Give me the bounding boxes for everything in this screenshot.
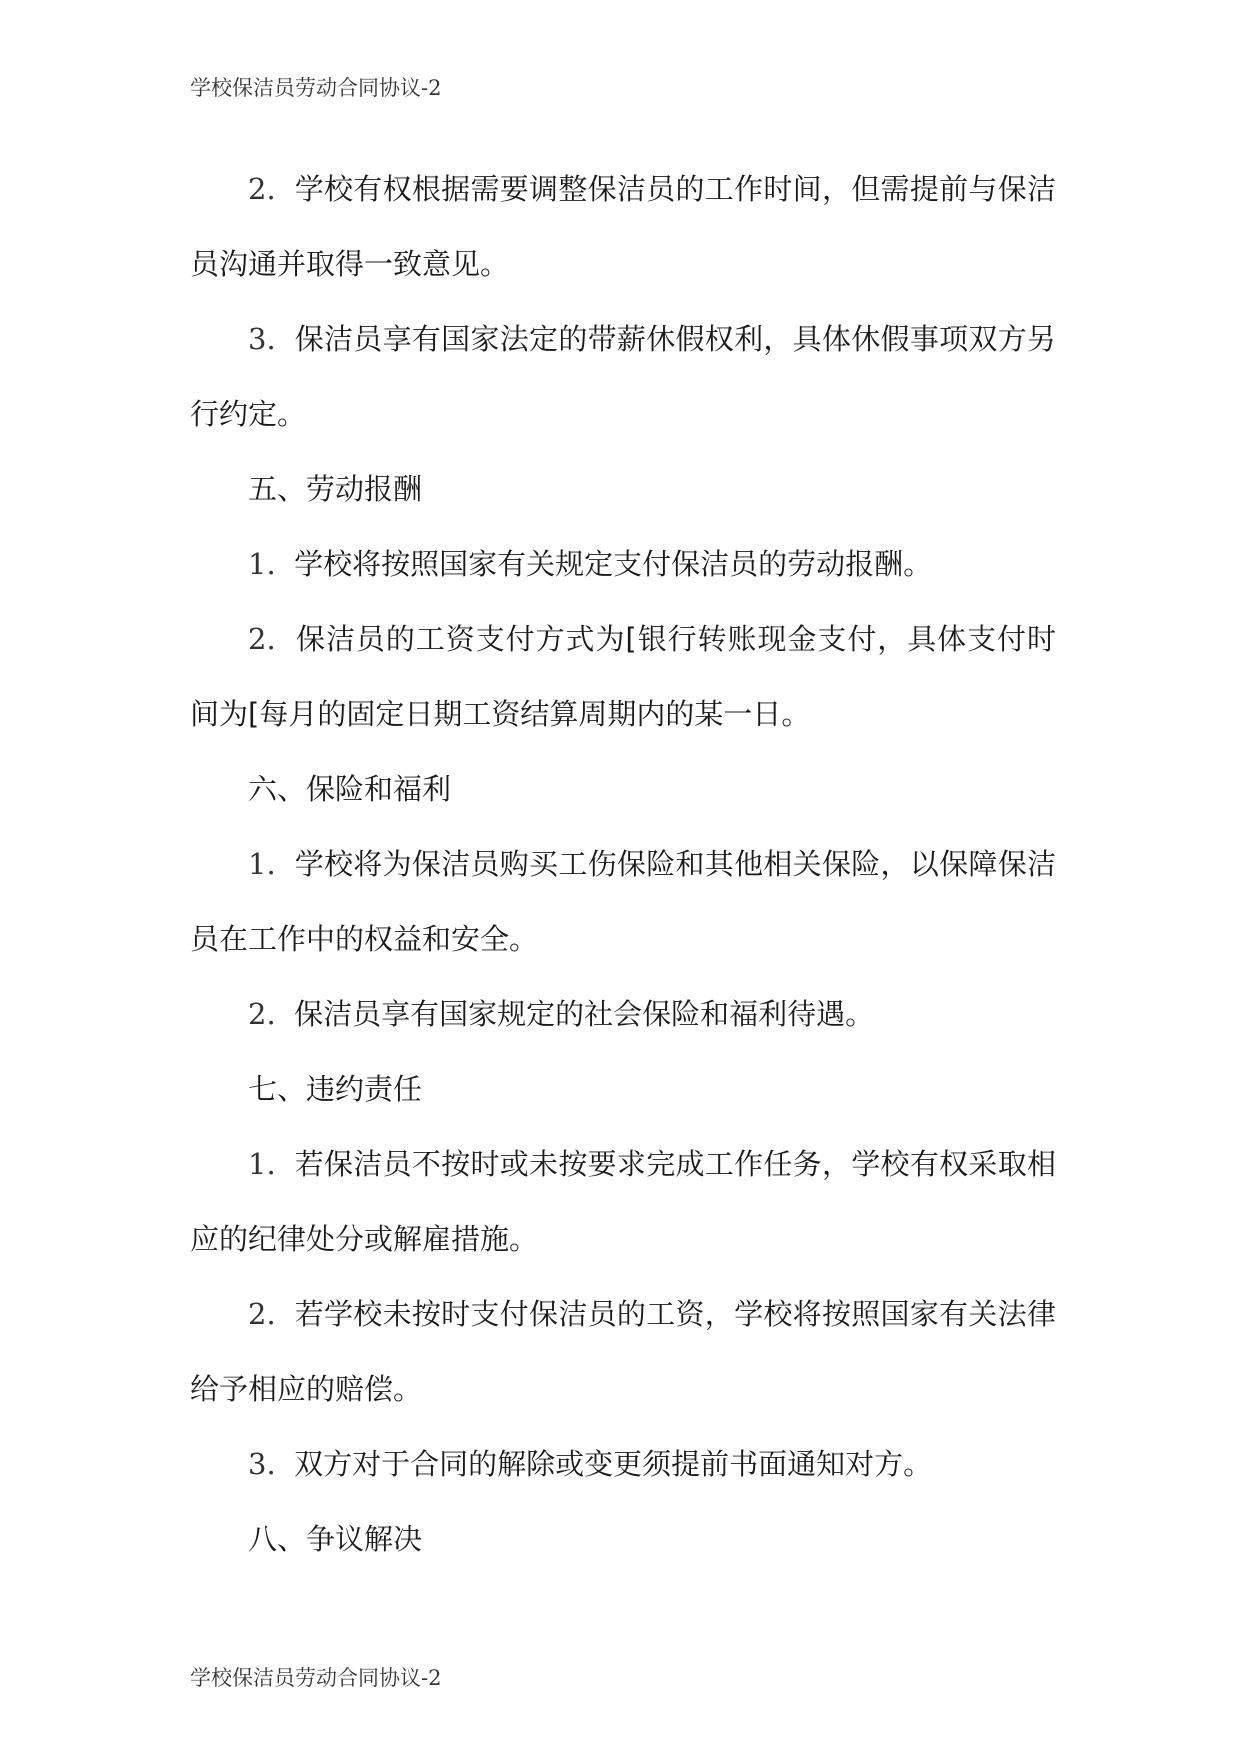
section-heading (190, 452, 1056, 527)
clause-text: 学校将为保洁员购买工伤保险和其他相关保险，以保障保洁员在工作中的权益和安全。 (190, 847, 1056, 956)
clause-text: 若保洁员不按时或未按要求完成工作任务，学校有权采取相应的纪律处分或解雇措施。 (190, 1147, 1056, 1256)
clause-number: 2. (248, 1297, 276, 1331)
clause-paragraph (190, 152, 1056, 302)
clause-paragraph (190, 977, 1056, 1052)
section-heading (190, 1502, 1056, 1577)
clause-text: 若学校未按时支付保洁员的工资，学校将按照国家有关法律给予相应的赔偿。 (190, 1297, 1056, 1406)
clause-text: 保洁员享有国家法定的带薪休假权利，具体休假事项双方另行约定。 (190, 322, 1056, 431)
page-header: 学校保洁员劳动合同协议-2 (190, 76, 442, 100)
clause-number: 2. (248, 622, 276, 656)
clause-text: 学校将按照国家有关规定支付保洁员的劳动报酬。 (294, 547, 933, 581)
clause-paragraph (190, 827, 1056, 977)
clause-number: 3. (248, 1447, 276, 1481)
section-heading (190, 752, 1056, 827)
clause-paragraph (190, 602, 1056, 752)
clause-text: 学校有权根据需要调整保洁员的工作时间，但需提前与保洁员沟通并取得一致意见。 (190, 172, 1056, 281)
clause-paragraph (190, 1277, 1056, 1427)
section-heading-text: 七、违约责任 (248, 1072, 423, 1106)
clause-number: 3. (248, 322, 276, 356)
clause-number: 1. (248, 1147, 276, 1181)
clause-text: 保洁员享有国家规定的社会保险和福利待遇。 (294, 997, 875, 1031)
clause-number: 1. (248, 547, 276, 581)
document-body (190, 152, 1056, 1577)
clause-number: 2. (248, 172, 276, 206)
section-heading-text: 六、保险和福利 (248, 772, 452, 806)
clause-paragraph (190, 302, 1056, 452)
clause-number: 2. (248, 997, 276, 1031)
clause-text: 双方对于合同的解除或变更须提前书面通知对方。 (294, 1447, 933, 1481)
clause-text: 保洁员的工资支付方式为[银行转账现金支付，具体支付时间为[每月的固定日期工资结算周期内的某一日。 (190, 622, 1056, 731)
clause-number: 1. (248, 847, 276, 881)
section-heading (190, 1052, 1056, 1127)
page-footer: 学校保洁员劳动合同协议-2 (190, 1666, 442, 1690)
clause-paragraph (190, 1127, 1056, 1277)
clause-paragraph (190, 527, 1056, 602)
section-heading-text: 五、劳动报酬 (248, 472, 423, 506)
section-heading-text: 八、争议解决 (248, 1522, 423, 1556)
clause-paragraph (190, 1427, 1056, 1502)
